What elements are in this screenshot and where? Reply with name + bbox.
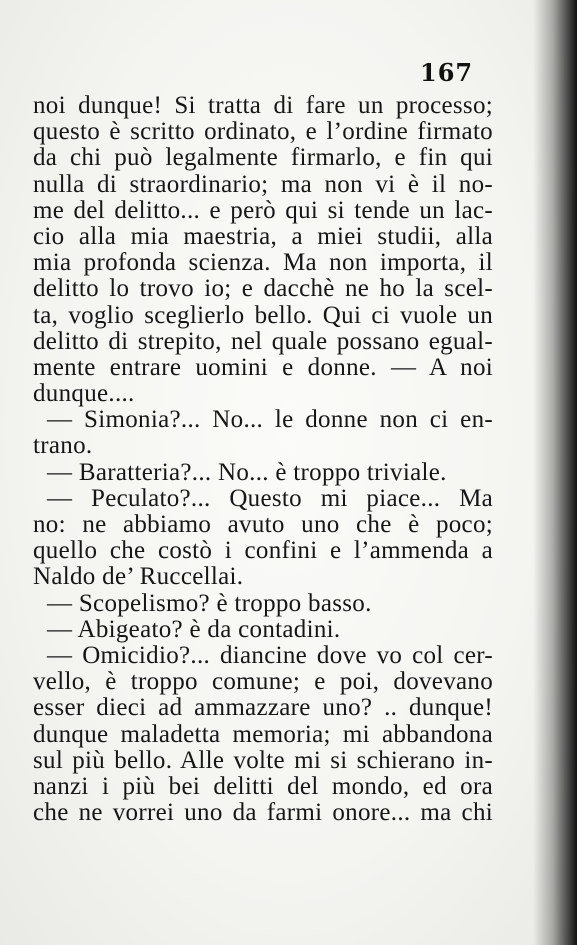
body-text — [33, 93, 493, 826]
page-number: 167 — [420, 58, 474, 87]
text-line: — Simonia?... No... le donne non ci en- — [47, 406, 493, 434]
text-line: nulla di straordinario; ma non vi è il no- — [33, 170, 493, 198]
text-line: — Baratteria?... No... è troppo triviale. — [47, 458, 447, 486]
text-line: delitto di strepito, nel quale possano egual- — [33, 327, 493, 355]
text-line: Naldo de’ Ruccellai. — [33, 563, 244, 591]
text-line: — Abigeato? è da contadini. — [47, 615, 341, 643]
text-line: dunque maladetta memoria; mi abbandona — [33, 720, 493, 748]
text-line: quello che costò i confini e l’ammenda a — [33, 537, 493, 565]
text-line: dunque.... — [33, 380, 135, 408]
text-line: mia profonda scienza. Ma non importa, il — [33, 249, 493, 277]
text-line: esser dieci ad ammazzare uno? .. dunque! — [33, 694, 493, 722]
text-line: ta, voglio sceglierlo bello. Qui ci vuole un — [33, 301, 493, 329]
page-gutter-shadow — [533, 0, 577, 945]
text-line: sul più bello. Alle volte mi si schierano in- — [33, 746, 493, 774]
text-line: me del delitto... e però qui si tende un lac- — [33, 196, 493, 224]
text-line: questo è scritto ordinato, e l’ordine firmato — [33, 118, 493, 146]
text-line: da chi può legalmente firmarlo, e fin qui — [33, 144, 493, 172]
text-line: nanzi i più bei delitti del mondo, ed ora — [33, 772, 493, 800]
text-line: che ne vorrei uno da farmi onore... ma chi — [33, 799, 493, 827]
text-line: delitto lo trovo io; e dacchè ne ho la scel- — [33, 275, 493, 303]
text-line: — Scopelismo? è troppo basso. — [47, 589, 372, 617]
text-line: noi dunque! Si tratta di fare un processo; — [33, 92, 493, 119]
text-line: — Peculato?... Questo mi piace... Ma — [47, 484, 493, 512]
text-line: mente entrare uomini e donne. — A noi — [33, 353, 493, 381]
text-line: — Omicidio?... diancine dove vo col cer- — [47, 641, 493, 669]
text-line: no: ne abbiamo avuto uno che è poco; — [33, 511, 493, 538]
text-line: vello, è troppo comune; e poi, dovevano — [33, 668, 493, 696]
text-line: trano. — [33, 432, 93, 460]
text-line: cio alla mia maestria, a miei studii, alla — [33, 222, 493, 250]
